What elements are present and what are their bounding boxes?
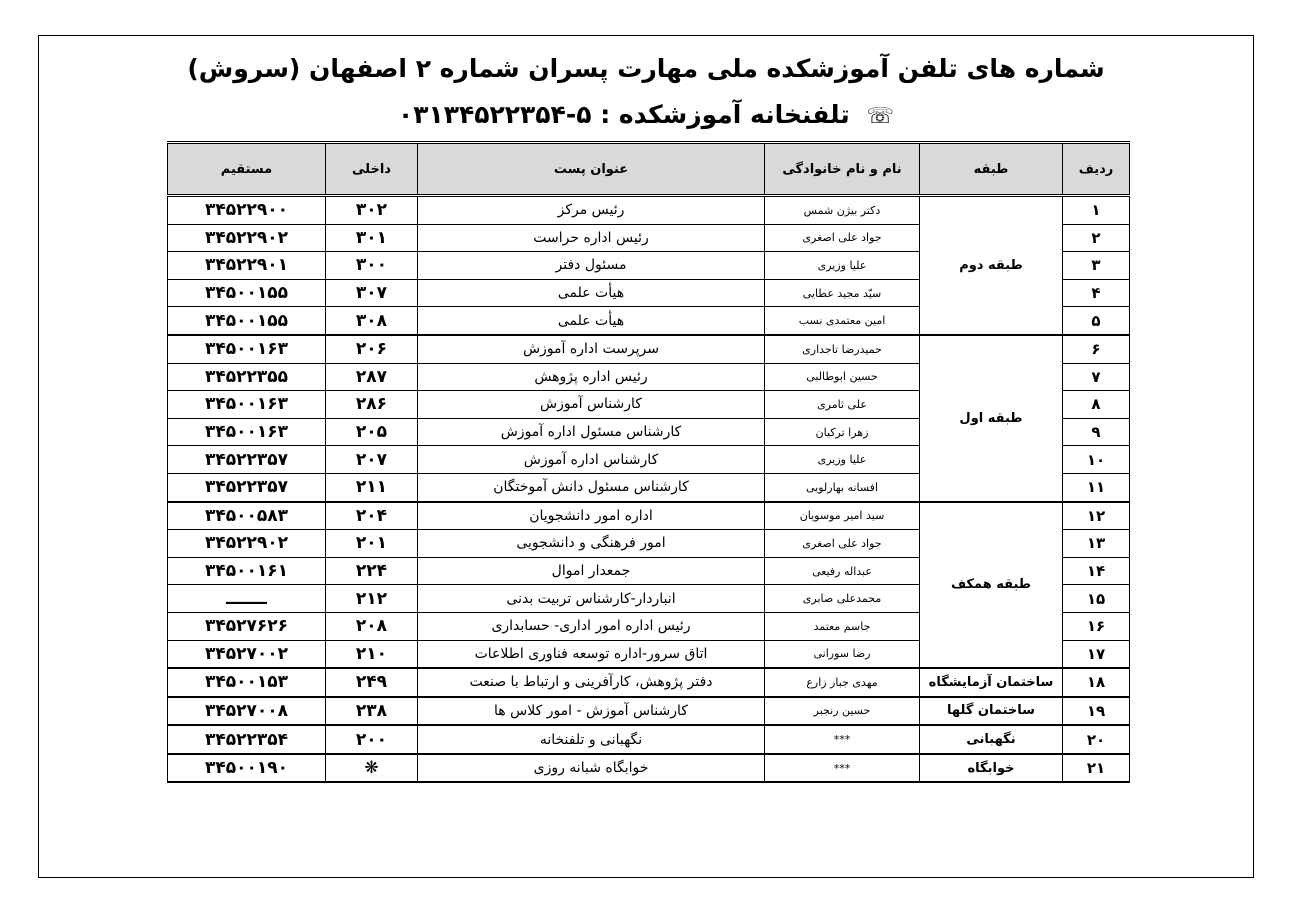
person-name: *** [765,754,920,783]
table-row [168,335,1130,363]
person-name: جاسم معتمد [765,612,920,640]
header-index: ردیف [1063,143,1130,196]
extension-number: ۲۰۶ [326,335,418,363]
floor-cell: طبقه همکف [920,502,1063,669]
person-name: زهرا ترکیان [765,418,920,446]
extension-number: ۲۴۹ [326,668,418,697]
extension-number: ۳۰۷ [326,279,418,307]
floor-cell: نگهبانی [920,725,1063,754]
post-title: کارشناس آموزش [418,391,765,419]
row-index: ۲۰ [1063,725,1130,754]
direct-number: ۳۴۵۰۰۱۶۳ [168,418,326,446]
row-index: ۱۷ [1063,640,1130,668]
switchboard-line [0,100,1292,129]
row-index: ۵ [1063,307,1130,335]
row-index: ۲ [1063,224,1130,252]
person-name: رضا سورانی [765,640,920,668]
direct-number: ۳۴۵۲۲۳۵۷ [168,473,326,501]
page-title: شماره های تلفن آموزشکده ملی مهارت پسران شماره ۲ اصفهان (سروش) [187,54,1105,83]
row-index: ۳ [1063,252,1130,280]
table-row [168,196,1130,225]
person-name: سید امیر موسویان [765,502,920,530]
extension-number: ۳۰۱ [326,224,418,252]
post-title: سرپرست اداره آموزش [418,335,765,363]
extension-number: ۲۰۱ [326,530,418,558]
extension-number: ۲۸۷ [326,363,418,391]
extension-number: ۲۰۴ [326,502,418,530]
person-name: سیّد مجید عطایی [765,279,920,307]
floor-cell: ساختمان آزمایشگاه [920,668,1063,697]
post-title: اداره امور دانشجویان [418,502,765,530]
row-index: ۴ [1063,279,1130,307]
direct-number: ۳۴۵۰۰۱۶۳ [168,335,326,363]
extension-number: ❋ [326,754,418,783]
header-post: عنوان پست [418,143,765,196]
direct-number: ۳۴۵۲۲۳۵۴ [168,725,326,754]
header-ext: داخلی [326,143,418,196]
row-index: ۱ [1063,196,1130,225]
extension-number: ۲۰۷ [326,446,418,474]
post-title: انباردار-کارشناس تربیت بدنی [418,585,765,613]
extension-number: ۲۸۶ [326,391,418,419]
person-name: امین معتمدی نسب [765,307,920,335]
row-index: ۱۶ [1063,612,1130,640]
post-title: رئیس اداره امور اداری- حسابداری [418,612,765,640]
post-title: اتاق سرور-اداره توسعه فناوری اطلاعات [418,640,765,668]
direct-number: ۳۴۵۰۰۱۹۰ [168,754,326,783]
direct-number: ۳۴۵۲۲۳۵۷ [168,446,326,474]
person-name: *** [765,725,920,754]
person-name: افسانه بهارلویی [765,473,920,501]
floor-cell: طبقه اول [920,335,1063,502]
extension-number: ۳۰۸ [326,307,418,335]
direct-number: ۳۴۵۰۰۱۶۳ [168,391,326,419]
table-row [168,668,1130,697]
extension-number: ۳۰۲ [326,196,418,225]
header-floor: طبقه [920,143,1063,196]
row-index: ۱۳ [1063,530,1130,558]
switchboard-text: تلفنخانه آموزشکده : ۵-۰۳۱۳۴۵۲۲۳۵۴ [397,100,850,129]
direct-number: ۳۴۵۰۰۱۶۱ [168,557,326,585]
person-name: علی ثامری [765,391,920,419]
extension-number: ۲۳۸ [326,697,418,726]
person-name: حمیدرضا تاجداری [765,335,920,363]
extension-number: ۲۰۸ [326,612,418,640]
post-title: جمعدار اموال [418,557,765,585]
extension-number: ۲۱۱ [326,473,418,501]
extension-number: ۲۱۲ [326,585,418,613]
row-index: ۱۸ [1063,668,1130,697]
table-row [168,697,1130,726]
floor-cell: طبقه دوم [920,196,1063,335]
row-index: ۱۲ [1063,502,1130,530]
row-index: ۱۰ [1063,446,1130,474]
person-name: محمدعلی صابری [765,585,920,613]
person-name: جواد علی اصغری [765,224,920,252]
post-title: رئیس مرکز [418,196,765,225]
row-index: ۱۹ [1063,697,1130,726]
post-title: کارشناس مسئول دانش آموختگان [418,473,765,501]
direct-number: ۳۴۵۰۰۱۵۳ [168,668,326,697]
header-direct: مستقیم [168,143,326,196]
post-title: رئیس اداره پژوهش [418,363,765,391]
post-title: هیأت علمی [418,307,765,335]
direct-number: ۳۴۵۲۷۶۲۶ [168,612,326,640]
floor-cell: ساختمان گلها [920,697,1063,726]
direct-number: ۳۴۵۰۰۱۵۵ [168,279,326,307]
post-title: مسئول دفتر [418,252,765,280]
post-title: کارشناس مسئول اداره آموزش [418,418,765,446]
row-index: ۱۵ [1063,585,1130,613]
row-index: ۶ [1063,335,1130,363]
post-title: امور فرهنگی و دانشجویی [418,530,765,558]
direct-number: ۳۴۵۰۰۵۸۳ [168,502,326,530]
phone-directory-table [167,141,1130,783]
person-name: مهدی جبار زارع [765,668,920,697]
header-name: نام و نام خانوادگی [765,143,920,196]
post-title: کارشناس آموزش - امور کلاس ها [418,697,765,726]
post-title: کارشناس اداره آموزش [418,446,765,474]
person-name: علیا وزیری [765,252,920,280]
floor-cell: خوابگاه [920,754,1063,783]
person-name: دکتر بیژن شمس [765,196,920,225]
extension-number: ۲۲۴ [326,557,418,585]
table-row [168,502,1130,530]
direct-number: ـــــــ [168,585,326,613]
direct-number: ۳۴۵۲۲۹۰۲ [168,530,326,558]
direct-number: ۳۴۵۲۲۳۵۵ [168,363,326,391]
post-title: خوابگاه شبانه روزی [418,754,765,783]
post-title: نگهبانی و تلفنخانه [418,725,765,754]
extension-number: ۳۰۰ [326,252,418,280]
row-index: ۷ [1063,363,1130,391]
row-index: ۱۱ [1063,473,1130,501]
post-title: هیأت علمی [418,279,765,307]
person-name: حسین رنجبر [765,697,920,726]
person-name: عبداله رفیعی [765,557,920,585]
person-name: جواد علی اصغری [765,530,920,558]
table-row [168,725,1130,754]
row-index: ۲۱ [1063,754,1130,783]
table-header-row [168,143,1130,196]
extension-number: ۲۰۵ [326,418,418,446]
extension-number: ۲۰۰ [326,725,418,754]
post-title: دفتر پژوهش، کارآفرینی و ارتباط با صنعت [418,668,765,697]
table-row [168,754,1130,783]
direct-number: ۳۴۵۲۷۰۰۲ [168,640,326,668]
extension-number: ۲۱۰ [326,640,418,668]
person-name: حسین ابوطالبی [765,363,920,391]
direct-number: ۳۴۵۲۲۹۰۱ [168,252,326,280]
direct-number: ۳۴۵۰۰۱۵۵ [168,307,326,335]
person-name: علیا وزیری [765,446,920,474]
direct-number: ۳۴۵۲۲۹۰۲ [168,224,326,252]
post-title: رئیس اداره حراست [418,224,765,252]
direct-number: ۳۴۵۲۷۰۰۸ [168,697,326,726]
row-index: ۸ [1063,391,1130,419]
telephone-icon: ☏ [866,104,895,129]
direct-number: ۳۴۵۲۲۹۰۰ [168,196,326,225]
row-index: ۹ [1063,418,1130,446]
row-index: ۱۴ [1063,557,1130,585]
